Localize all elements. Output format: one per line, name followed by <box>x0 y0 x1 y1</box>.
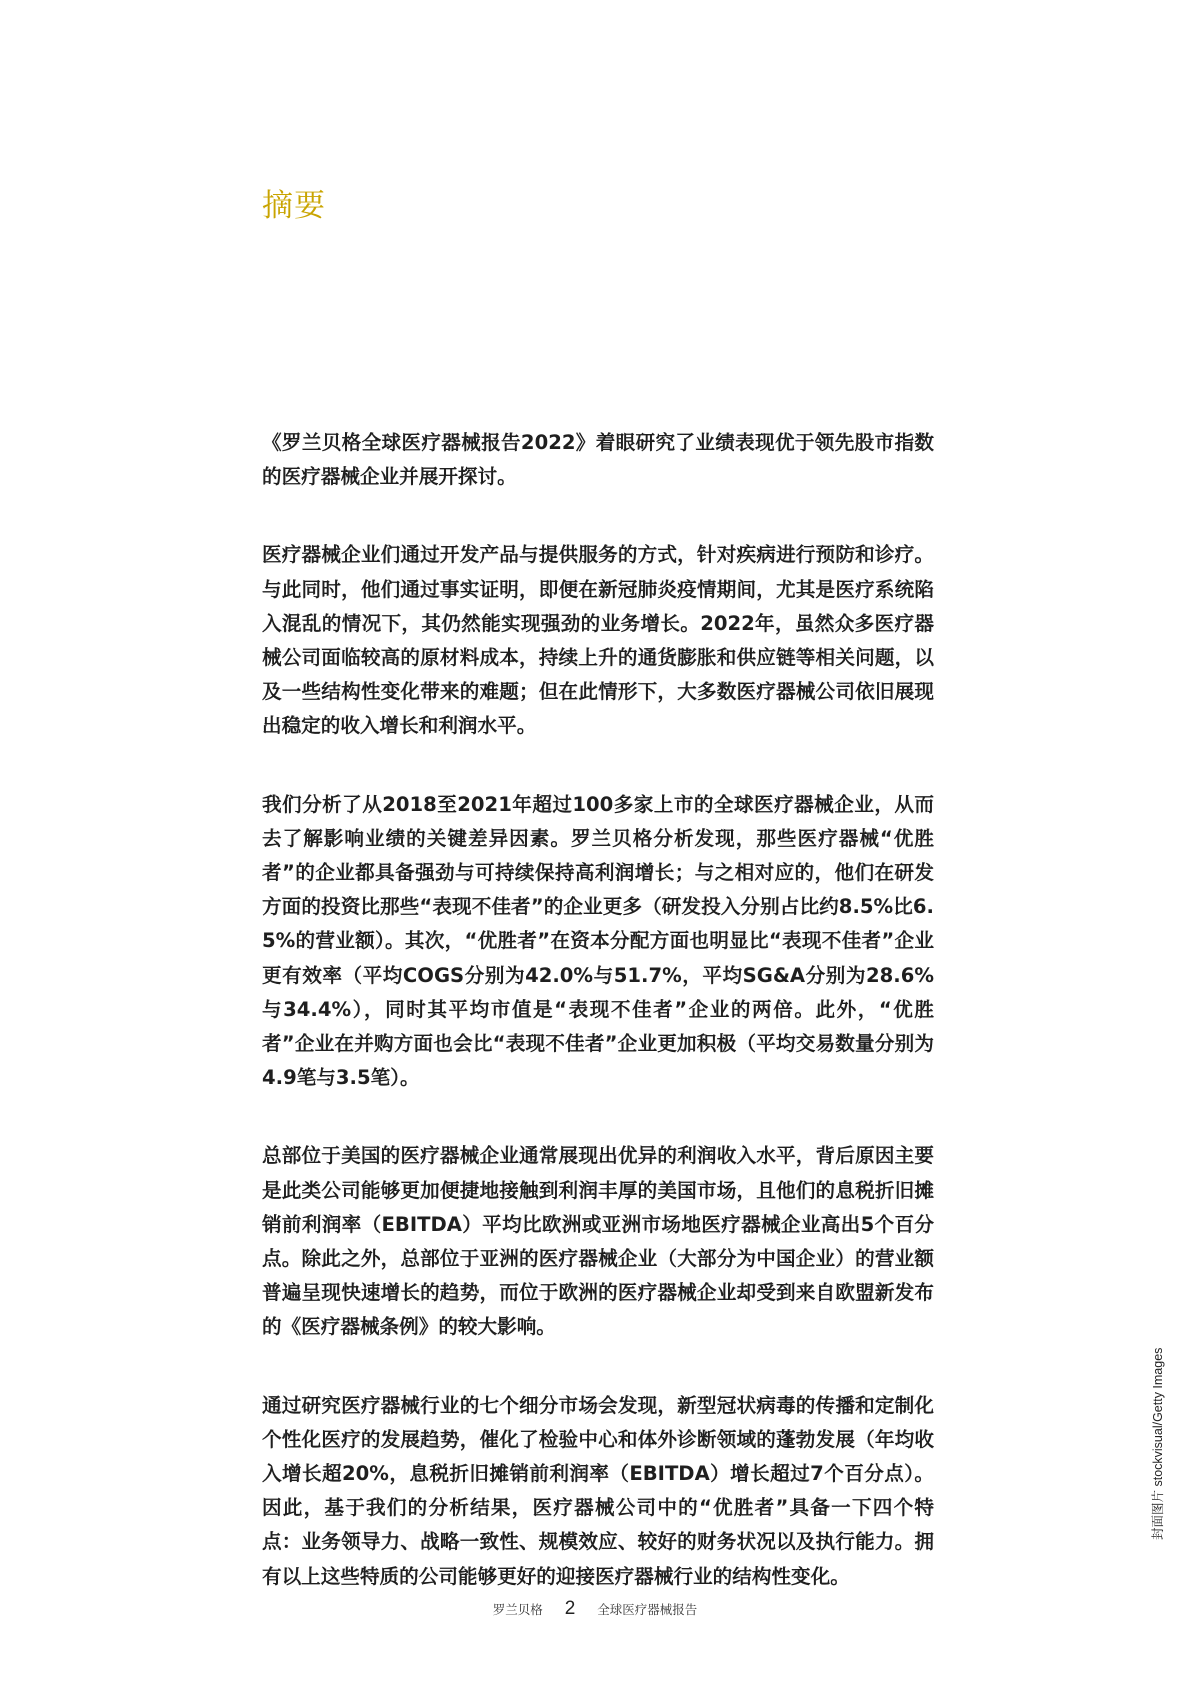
paragraph-regions: 总部位于美国的医疗器械企业通常展现出优异的利润收入水平，背后原因主要是此类公司能够更加便捷地接触到利润丰厚的美国市场，且他们的息税折旧摊销前利润率（EBITDA）平均比欧洲或亚洲市场地医疗器械企业高出5个百分点。除此之外，总部位于亚洲的医疗器械企业（大部分为中国企业）的营业额普遍呈现快速增长的趋势，而位于欧洲的医疗器械企业却受到来自欧盟新发布的《医疗器械条例》的较大影响。 <box>262 1144 934 1339</box>
paragraph-segments: 通过研究医疗器械行业的七个细分市场会发现，新型冠状病毒的传播和定制化个性化医疗的发展趋势，催化了检验中心和体外诊断领域的蓬勃发展（年均收入增长超20%，息税折旧摊销前利润率（EBITDA）增长超过7个百分点）。因此，基于我们的分析结果，医疗器械公司中的“优胜者”具备一下四个特点：业务领导力、战略一致性、规模效应、较好的财务状况以及执行能力。拥有以上这些特质的公司能够更好的迎接医疗器械行业的结构性变化。 <box>262 1393 934 1588</box>
image-credit: 封面图片 stockvisual/Getty Images <box>1151 1347 1165 1540</box>
body-content <box>262 426 934 1638</box>
footer-brand: 罗兰贝格 <box>492 1602 543 1617</box>
page-footer <box>0 1598 1190 1620</box>
footer-report-name: 全球医疗器械报告 <box>597 1602 698 1617</box>
page-title: 摘要 <box>262 188 326 224</box>
paragraph-analysis: 我们分析了从2018至2021年超过100多家上市的全球医疗器械企业，从而去了解影响业绩的关键差异因素。罗兰贝格分析发现，那些医疗器械“优胜者”的企业都具备强劲与可持续保持高利润增长；与之相对应的，他们在研发方面的投资比那些“表现不佳者”的企业更多（研发投入分别占比约8.5%比6.5%的营业额）。其次，“优胜者”在资本分配方面也明显比“表现不佳者”企业更有效率（平均COGS分别为42.0%与51.7%，平均SG&A分别为28.6%与34.4%），同时其平均市值是“表现不佳者”企业的两倍。此外，“优胜者”企业在并购方面也会比“表现不佳者”企业更加积极（平均交易数量分别为4.9笔与3.5笔）。 <box>262 792 934 1090</box>
paragraph-growth: 医疗器械企业们通过开发产品与提供服务的方式，针对疾病进行预防和诊疗。与此同时，他们通过事实证明，即便在新冠肺炎疫情期间，尤其是医疗系统陷入混乱的情况下，其仍然能实现强劲的业务增长。2022年，虽然众多医疗器械公司面临较高的原材料成本，持续上升的通货膨胀和供应链等相关问题，以及一些结构性变化带来的难题；但在此情形下，大多数医疗器械公司依旧展现出稳定的收入增长和利润水平。 <box>262 543 934 738</box>
page-number: 2 <box>564 1598 576 1619</box>
paragraph-intro: 《罗兰贝格全球医疗器械报告2022》着眼研究了业绩表现优于领先股市指数的医疗器械企业并展开探讨。 <box>262 431 934 489</box>
